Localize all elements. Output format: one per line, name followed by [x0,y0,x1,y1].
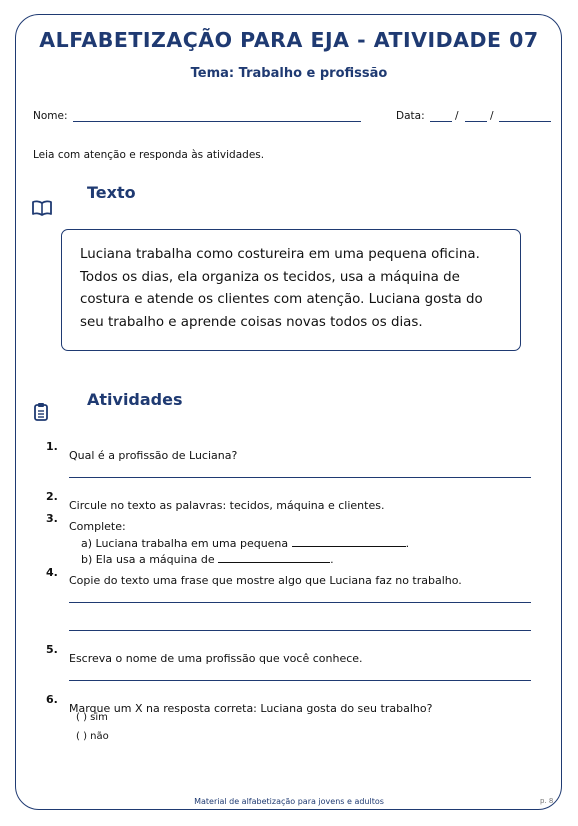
complete-item-b-prefix: b) Ela usa a máquina de [81,553,215,566]
name-label: Nome: [33,110,68,122]
option-sim[interactable]: ( ) sim [76,712,108,723]
answer-line-5[interactable] [69,680,531,681]
date-day-field[interactable] [430,121,452,122]
fill-blank-b[interactable] [218,552,330,563]
text-section-title: Texto [87,183,136,202]
date-month-field[interactable] [465,121,487,122]
book-icon [31,199,53,217]
date-separator: / [455,110,459,122]
complete-item-a-suffix: . [405,537,410,550]
complete-item-b [81,552,334,566]
answer-line-4a[interactable] [69,602,531,603]
reading-line: seu trabalho e aprende coisas novas todos os dias. [80,315,423,331]
date-separator: / [490,110,494,122]
reading-line: Luciana trabalha como costureira em uma pequena oficina. [80,247,480,262]
question-3-text: Complete: [69,520,126,533]
question-number: 5. [46,643,58,656]
reading-text-box [61,229,521,351]
question-1-text: Qual é a profissão de Luciana? [69,449,238,462]
complete-item-a-prefix: a) Luciana trabalha em uma pequena [81,537,289,550]
worksheet-subtitle: Tema: Trabalho e profissão [190,66,388,81]
fill-blank-a[interactable] [292,536,406,547]
question-number: 2. [46,490,58,503]
option-nao[interactable]: ( ) não [76,731,109,742]
name-field[interactable] [73,121,361,122]
worksheet-title: ALFABETIZAÇÃO PARA EJA - ATIVIDADE 07 [39,28,539,52]
page-number: p. 8 [540,797,554,805]
footer-text: Material de alfabetização para jovens e adultos [194,797,384,806]
question-6-text: Marque um X na resposta correta: Luciana gosta do seu trabalho? [69,702,433,715]
date-label: Data: [396,110,425,122]
page-frame [15,14,562,810]
question-4-text: Copie do texto uma frase que mostre algo que Luciana faz no trabalho. [69,574,462,587]
answer-line-1[interactable] [69,477,531,478]
clipboard-icon [33,402,49,421]
activities-section-title: Atividades [87,390,183,409]
question-number: 4. [46,566,58,579]
question-number: 3. [46,512,58,525]
complete-item-a [81,536,409,550]
reading-line: costura e atende os clientes com atenção. Luciana gosta do [80,292,483,308]
reading-line: Todos os dias, ela organiza os tecidos, usa a máquina de [80,269,460,285]
question-2-text: Circule no texto as palavras: tecidos, máquina e clientes. [69,499,385,512]
complete-item-b-suffix: . [330,553,334,566]
question-number: 6. [46,693,58,706]
instructions: Leia com atenção e responda às atividades. [33,149,265,161]
date-year-field[interactable] [499,121,551,122]
answer-line-4b[interactable] [69,630,531,631]
question-number: 1. [46,440,58,453]
question-5-text: Escreva o nome de uma profissão que você conhece. [69,652,363,665]
